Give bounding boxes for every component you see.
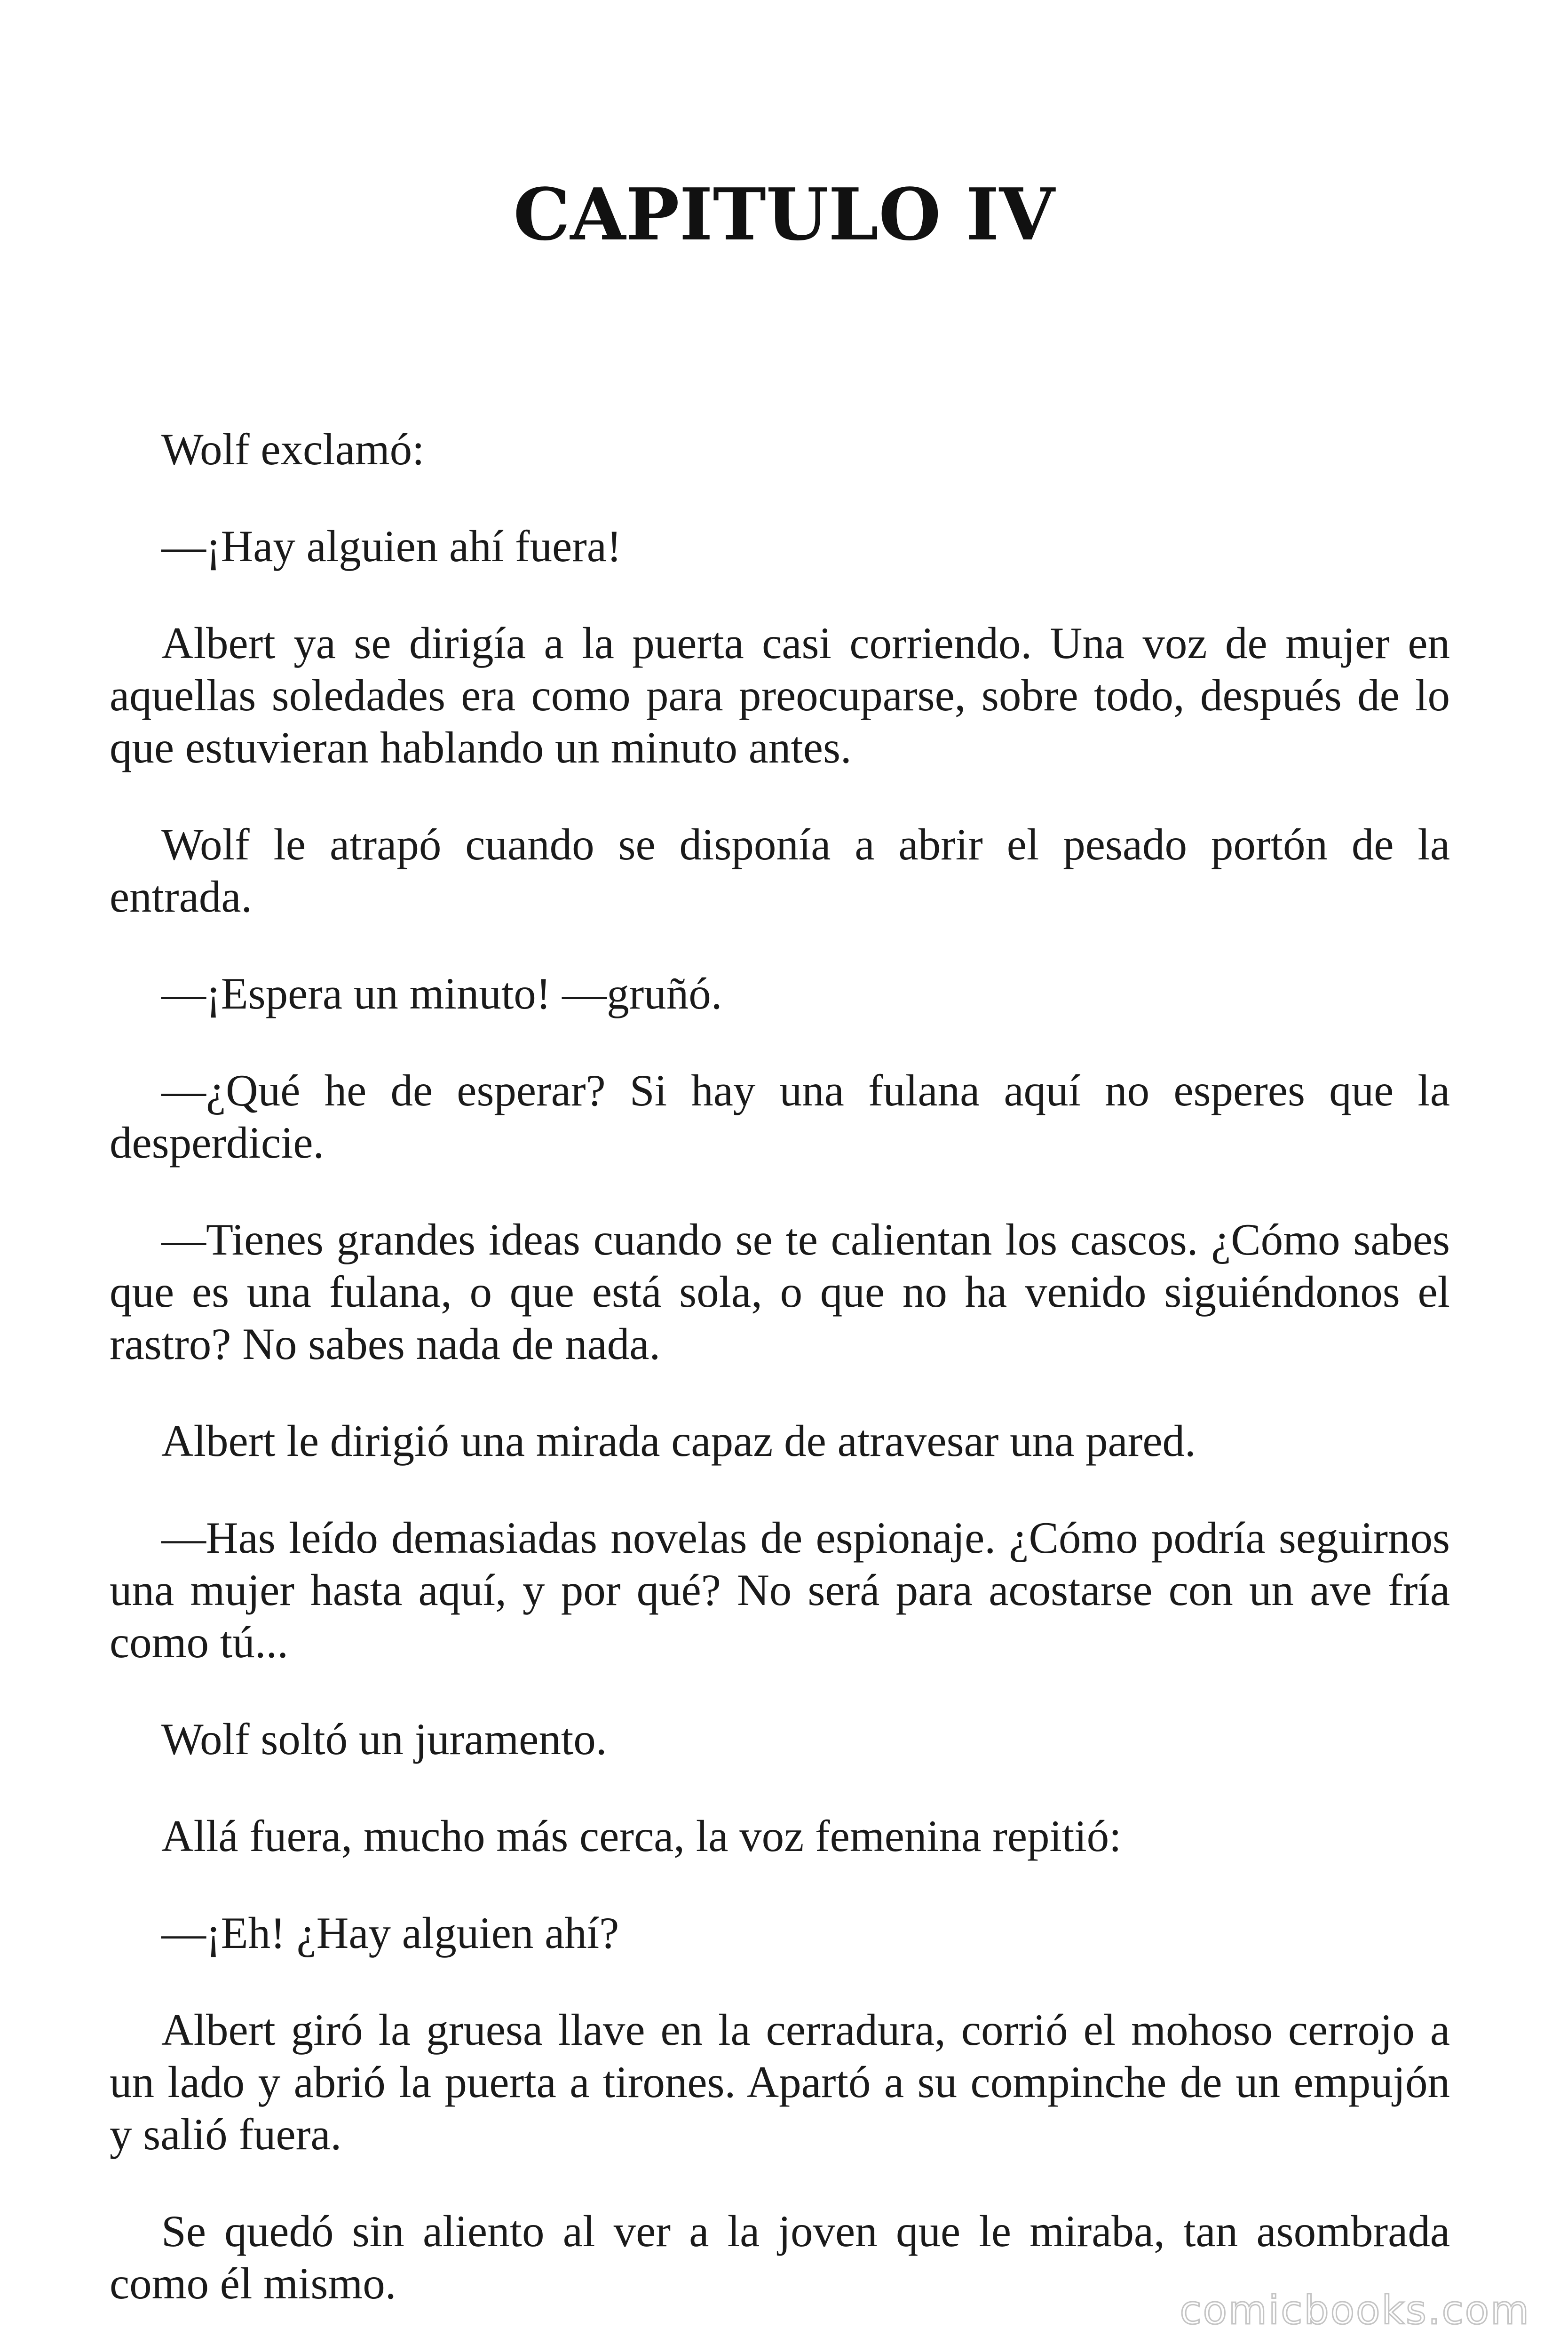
paragraph: —Has leído demasiadas novelas de espionaje. ¿Cómo podría seguirnos una mujer hasta aquí, y por qué? No será para acostarse con un ave fría como tú... [110, 1513, 1450, 1667]
paragraph: Wolf le atrapó cuando se disponía a abrir el pesado portón de la entrada. [110, 819, 1450, 922]
paragraph: —¡Eh! ¿Hay alguien ahí? [161, 1908, 619, 1958]
paragraph: Albert ya se dirigía a la puerta casi corriendo. Una voz de mujer en aquellas soledades era como para preocuparse, sobre todo, después de lo que estuvieran hablando un minuto antes. [110, 618, 1450, 772]
paragraph: Wolf exclamó: [161, 424, 425, 474]
paragraph: Allá fuera, mucho más cerca, la voz femenina repitió: [161, 1811, 1122, 1861]
paragraph: —¡Hay alguien ahí fuera! [161, 521, 622, 571]
watermark: comicbooks.com [1180, 2287, 1530, 2333]
paragraph: —¿Qué he de esperar? Si hay una fulana aquí no esperes que la desperdicie. [110, 1065, 1450, 1168]
paragraph: —¡Espera un minuto! —gruñó. [161, 969, 722, 1018]
paragraph: Wolf soltó un juramento. [161, 1714, 607, 1764]
chapter-title: CAPITULO IV [513, 172, 1055, 256]
paragraph: Albert giró la gruesa llave en la cerradura, corrió el mohoso cerrojo a un lado y abrió la puerta a tirones. Apartó a su compinche de un empujón y salió fuera. [110, 2005, 1450, 2159]
paragraph: Se quedó sin aliento al ver a la joven que le miraba, tan asombrada como él mismo. [110, 2206, 1450, 2308]
paragraph: Albert le dirigió una mirada capaz de atravesar una pared. [161, 1416, 1196, 1466]
chapter-body [110, 423, 1450, 2352]
paragraph: —Tienes grandes ideas cuando se te calientan los cascos. ¿Cómo sabes que es una fulana, o que está sola, o que no ha venido siguiéndonos el rastro? No sabes nada de nada. [110, 1215, 1450, 1369]
